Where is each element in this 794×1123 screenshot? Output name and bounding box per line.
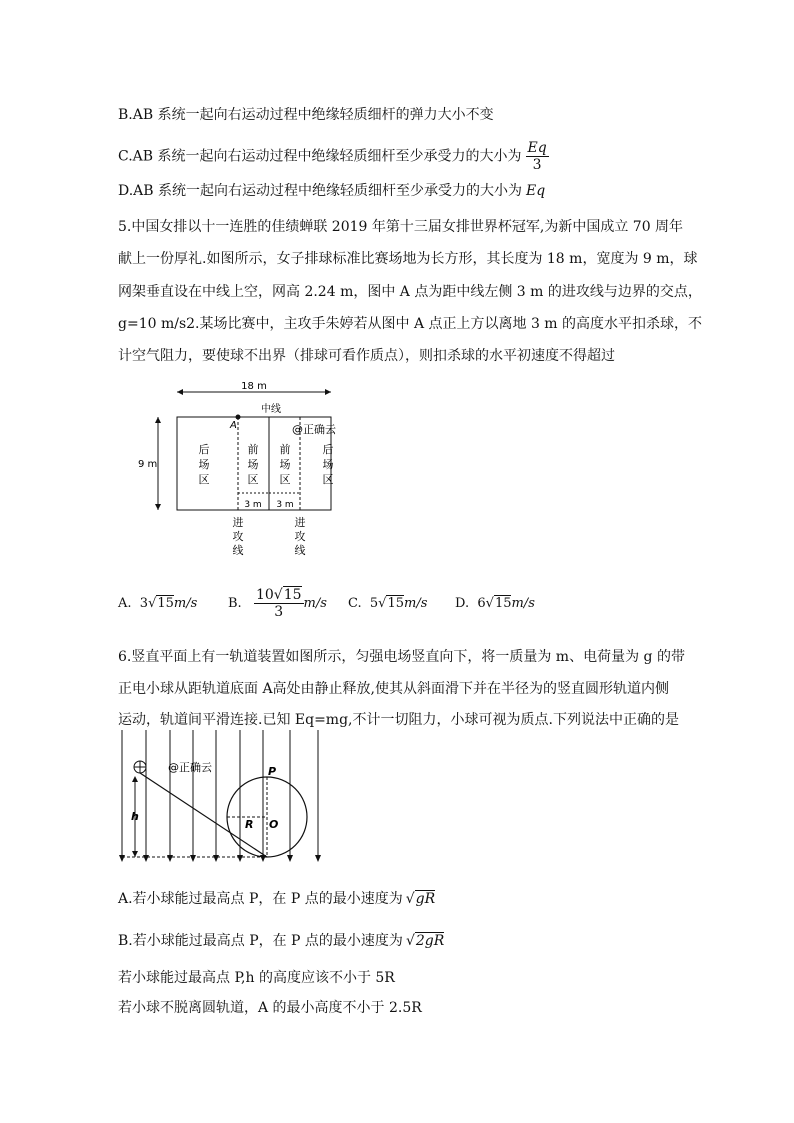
- attack-left-2: 攻: [232, 530, 244, 543]
- q5-option-b: B. $\frac{10√15}{3}$ m/s: [228, 587, 327, 620]
- q6-option-b: B.若小球能过最高点 P，在 P 点的最小速度为 √2gR: [118, 933, 445, 949]
- q5-line-4: g=10 m/s2.某场比赛中，主攻手朱婷若从图中 A 点正上方以离地 3 m 的高度水平扣杀球，不: [118, 316, 703, 332]
- volleyball-court-figure: [130, 380, 370, 565]
- option-d-text: D.AB 系统一起向右运动过程中绝缘轻质细杆至少承受力的大小为: [118, 183, 523, 199]
- q6-option-c: 若小球能过最高点 P,h 的高度应该不小于 5R: [118, 970, 395, 986]
- watermark-2: @正确云: [168, 761, 212, 774]
- zone-back-left-3: 区: [198, 473, 210, 486]
- q5-option-a: A. 3√15m/s: [118, 596, 198, 611]
- label-p: P: [268, 765, 277, 778]
- q6-line-1: 6.竖直平面上有一轨道装置如图所示，匀强电场竖直向下，将一质量为 m、电荷量为 g 的带: [118, 649, 685, 665]
- dist-left-label: 3 m: [244, 500, 262, 510]
- zone-back-left-1: 后: [198, 443, 210, 456]
- track-figure: [110, 728, 330, 873]
- attack-right-2: 攻: [294, 530, 306, 543]
- label-o: O: [269, 818, 279, 831]
- option-b-prev: B.AB 系统一起向右运动过程中绝缘轻质细杆的弹力大小不变: [118, 107, 494, 123]
- watermark: @正确云: [292, 423, 336, 436]
- label-r: R: [245, 818, 254, 831]
- q5-option-c: C. 5√15m/s: [348, 596, 428, 611]
- dist-right-label: 3 m: [276, 500, 294, 510]
- q6-line-2: 正电小球从距轨道底面 A高处由静止释放,使其从斜面滑下并在半径为的竖直圆形轨道内侧: [118, 681, 670, 697]
- zone-front-right-1: 前: [279, 443, 291, 456]
- length-label: 18 m: [241, 381, 267, 392]
- attack-right-3: 线: [294, 544, 306, 557]
- center-line-label: 中线: [261, 404, 281, 415]
- q5-line-5: 计空气阻力，要使球不出界（排球可看作质点），则扣杀球的水平初速度不得超过: [118, 348, 615, 364]
- zone-front-right-3: 区: [279, 473, 291, 486]
- zone-back-right-1: 后: [322, 443, 334, 456]
- zone-front-left-2: 场: [247, 458, 259, 471]
- zone-back-right-3: 区: [322, 473, 334, 486]
- zone-front-left-3: 区: [247, 473, 259, 486]
- label-h: h: [131, 810, 139, 823]
- zone-front-right-2: 场: [279, 458, 291, 471]
- option-d-prev: [118, 180, 545, 200]
- q6-line-3: 运动，轨道间平滑连接.已知 Eq=mg,不计一切阻力，小球可视为质点.下列说法中正确的是: [118, 712, 679, 728]
- point-a-label: A: [230, 420, 237, 431]
- attack-left-1: 进: [232, 516, 244, 529]
- q6-option-d: 若小球不脱离圆轨道，A 的最小高度不小于 2.5R: [118, 1000, 422, 1016]
- option-c-fraction: $\frac{Eq}{3}$: [527, 140, 547, 173]
- q6-option-a: A.若小球能过最高点 P，在 P 点的最小速度为 √gR: [118, 891, 436, 907]
- q5-option-d: D. 6√15m/s: [455, 596, 535, 611]
- q5-line-2: 献上一份厚礼.如图所示，女子排球标准比赛场地为长方形，其长度为 18 m，宽度为 9 m，球: [118, 251, 698, 267]
- attack-right-1: 进: [294, 516, 306, 529]
- zone-back-right-2: 场: [322, 458, 334, 471]
- option-c-prev: [118, 140, 549, 173]
- width-label: 9 m: [138, 459, 158, 470]
- point-a-dot: [236, 415, 241, 420]
- attack-left-3: 线: [232, 544, 244, 557]
- option-d-math: Eq: [526, 183, 546, 199]
- option-c-text: C.AB 系统一起向右运动过程中绝缘轻质细杆至少承受力的大小为: [118, 148, 522, 165]
- q5-line-3: 网架垂直设在中线上空，网高 2.24 m，图中 A 点为距中线左侧 3 m 的进攻线与边界的交点，: [118, 284, 702, 300]
- zone-back-left-2: 场: [198, 458, 210, 471]
- zone-front-left-1: 前: [247, 443, 259, 456]
- q5-line-1: 5.中国女排以十一连胜的佳绩蝉联 2019 年第十三届女排世界杯冠军,为新中国成立 70 周年: [118, 219, 684, 235]
